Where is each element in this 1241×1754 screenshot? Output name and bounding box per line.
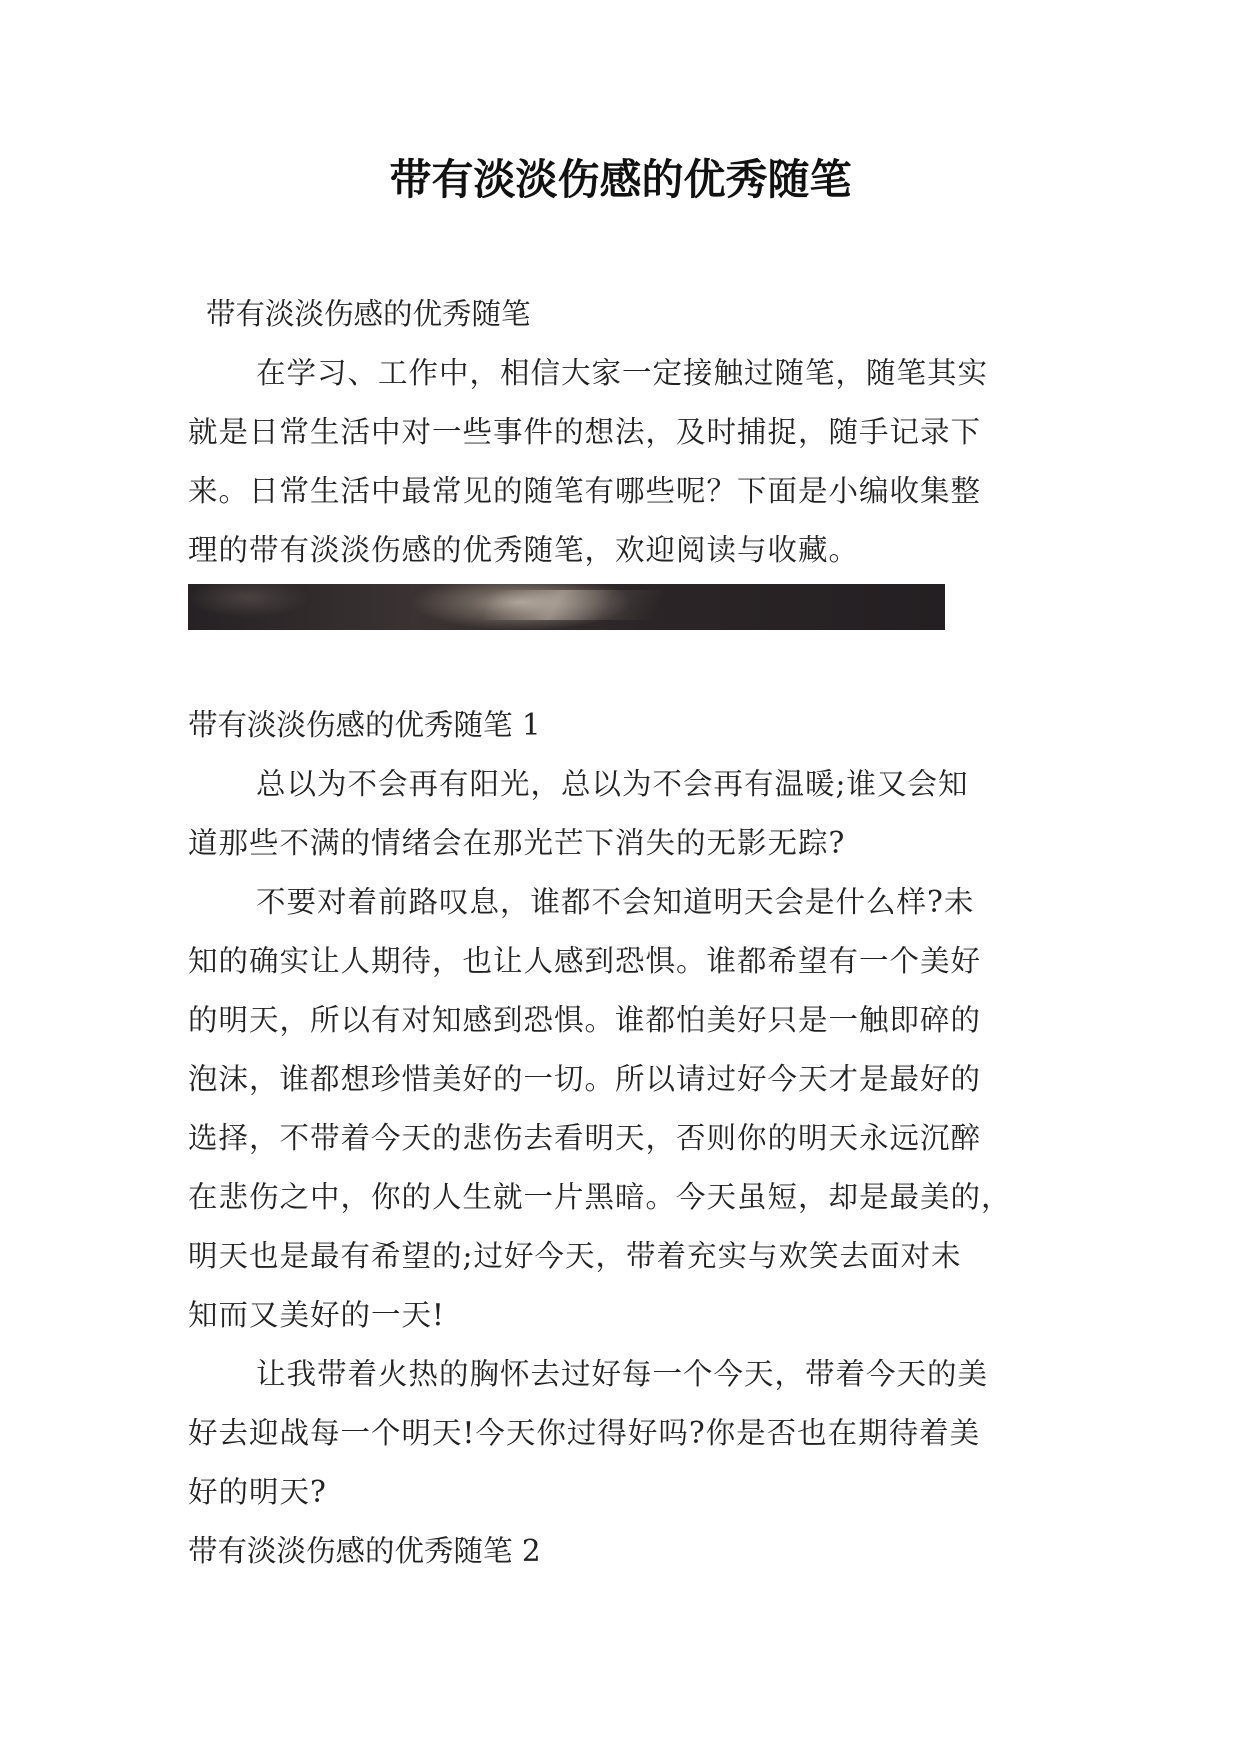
section-1-paragraph-1 (188, 755, 1050, 873)
paragraph-line: 知的确实让人期待，也让人感到恐惧。谁都希望有一个美好 (188, 944, 982, 978)
section-1-paragraph-2 (188, 873, 1050, 1345)
intro-line: 在学习、工作中，相信大家一定接触过随笔，随笔其实 (256, 356, 989, 390)
section-1-heading: 带有淡淡伤感的优秀随笔 1 (188, 708, 541, 742)
intro-line: 理的带有淡淡伤感的优秀随笔，欢迎阅读与收藏。 (188, 533, 860, 567)
photo-highlight (483, 590, 664, 620)
paragraph-line: 泡沫，谁都想珍惜美好的一切。所以请过好今天才是最好的 (188, 1062, 982, 1096)
paragraph-line: 的明天，所以有对知感到恐惧。谁都怕美好只是一触即碎的 (188, 1003, 982, 1037)
paragraph-line: 选择，不带着今天的悲伤去看明天，否则你的明天永远沉醉 (188, 1121, 982, 1155)
document-body (188, 285, 1050, 1581)
document-title: 带有淡淡伤感的优秀随笔 (389, 155, 852, 204)
intro-paragraph (188, 344, 1050, 580)
cropped-photo-image (188, 584, 945, 630)
paragraph-line: 总以为不会再有阳光，总以为不会再有温暖;谁又会知 (256, 767, 969, 801)
intro-line: 来。日常生活中最常见的随笔有哪些呢？下面是小编收集整 (188, 474, 982, 508)
paragraph-line: 明天也是最有希望的;过好今天，带着充实与欢笑去面对未 (188, 1239, 962, 1273)
paragraph-line: 不要对着前路叹息，谁都不会知道明天会是什么样?未 (256, 885, 975, 919)
section-1-paragraph-3 (188, 1345, 1050, 1522)
spacer (188, 630, 1050, 696)
paragraph-line: 让我带着火热的胸怀去过好每一个今天，带着今天的美 (256, 1357, 989, 1391)
paragraph-line: 道那些不满的情绪会在那光芒下消失的无影无踪? (188, 826, 846, 860)
paragraph-line: 知而又美好的一天! (188, 1298, 445, 1332)
paragraph-line: 好的明天? (188, 1475, 327, 1509)
paragraph-line: 好去迎战每一个明天!今天你过得好吗?你是否也在期待着美 (188, 1416, 981, 1450)
intro-line: 就是日常生活中对一些事件的想法，及时捕捉，随手记录下 (188, 415, 982, 449)
section-2-heading: 带有淡淡伤感的优秀随笔 2 (188, 1534, 541, 1568)
intro-heading: 带有淡淡伤感的优秀随笔 (206, 297, 531, 331)
paragraph-line: 在悲伤之中，你的人生就一片黑暗。今天虽短，却是最美的， (188, 1180, 1012, 1214)
